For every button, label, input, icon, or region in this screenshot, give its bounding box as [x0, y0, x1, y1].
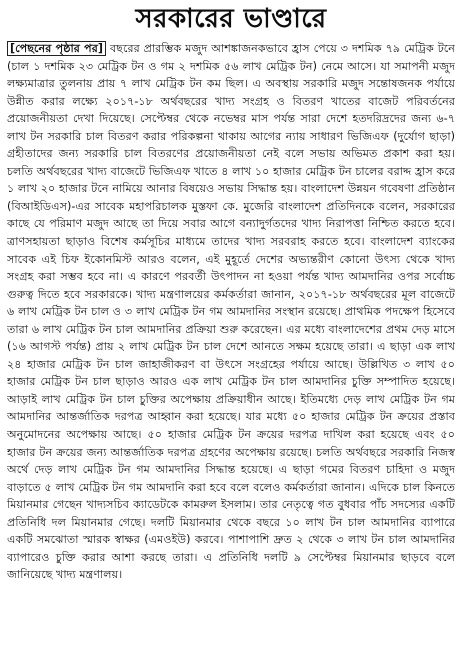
- continued-from-label: [পেছনের পৃষ্ঠার পর]: [7, 41, 106, 56]
- headline: সরকারের ভাণ্ডারে: [135, 4, 327, 34]
- article-body: [7, 40, 455, 660]
- article-text: বছরের প্রারম্ভিক মজুদ আশঙ্কাজনকভাবে হ্রাস পেয়ে ৩ দশমিক ৭৯ মেট্রিক টনে (চাল ১ দশমিক ২৩ মেট্রিক টন ও গম ২ দশমিক ৫৬ লাখ মেট্রিক টন) নেমে আসে। যা সমাপনী মজুদ লক্ষ্যমাত্রার তুলনায় প্রায় ৭ লাখ মেট্রিক টন কম ছিল। এ অবস্থায় সরকারি মজুদ সন্তোষজনক পর্যায়ে উন্নীত করার লক্ষ্যে ২০১৭-১৮ অর্থবছরের খাদ্য সংগ্রহ ও বিতরণ খাতের বাজেট পরিবর্তনের প্রয়োজনীয়তা দেখা দিয়েছে। সেপ্টেম্বর থেকে নভেম্বর মাস পর্যন্ত সারা দেশে হতদরিদ্রদের জন্য ৬-৭ লাখ টন সরকারি চাল বিতরণ করার পরিকল্পনা থাকায় আগের ন্যায় সাধারণ ভিজিএফ (দুর্যোগ ছাড়া) গ্রহীতাদের জন্য সরকারি চাল বিতরণের প্রয়োজনীয়তা নেই বলে সভায় অভিমত প্রকাশ করা হয়। চলতি অর্থবছরের খাদ্য বাজেটে ভিজিএফ খাতে ৪ লাখ ১০ হাজার মেট্রিক টন চালের বরাদ্দ হ্রাস করে ১ লাখ ২০ হাজার টনে নামিয়ে আনার বিষয়েও সভায় সিদ্ধান্ত হয়। বাংলাদেশ উন্নয়ন গবেষণা প্রতিষ্ঠান (বিআইডিএস)-এর সাবেক মহাপরিচালক মুস্তফা কে. মুজেরি বাংলাদেশ প্রতিদিনকে বলেন, সরকারের কাছে যে পরিমাণ মজুদ আছে তা দিয়ে সবার আগে বন্যাদুর্গতদের খাদ্য নিরাপত্তা নিশ্চিত করতে হবে। ত্রাণসহায়তা ছাড়াও বিশেষ কর্মসূচির মাধ্যমে তাদের খাদ্য সরবরাহ করতে হবে। বাংলাদেশ ব্যাংকের সাবেক এই চিফ ইকোনমিস্ট আরও বলেন, এই মুহূর্তে দেশের অভ্যন্তরীণ কোনো উৎস্য থেকে খাদ্য সংগ্রহ করা সম্ভব হবে না। এ কারণে পরবর্তী উৎপাদন না হওয়া পর্যন্ত খাদ্য আমদানির ওপর সর্বোচ্চ গুরুত্ব দিতে হবে সরকারকে। খাদ্য মন্ত্রণালয়ের কর্মকর্তারা জানান, ২০১৭-১৮ অর্থবছরের মূল বাজেটে ৬ লাখ মেট্রিক টন চাল ও ৩ লাখ মেট্রিক টন গম আমদানির সংস্থান রয়েছে। প্রাথমিক পদক্ষেপ হিসেবে তারা ৬ লাখ মেট্রিক টন চাল আমদানির প্রক্রিয়া শুরু করেছেন। এর মধ্যে বাংলাদেশের প্রথম দেড় মাসে (১৬ আগস্ট পর্যন্ত) প্রায় ২ লাখ মেট্রিক টন চাল দেশে আনতে সক্ষম হয়েছে তারা। এ ছাড়া এক লাখ ২৪ হাজার মেট্রিক টন চাল জাহাজীকরণ বা উৎসে সংগ্রহের পর্যায়ে আছে। উল্লিখিত ৩ লাখ ৫০ হাজার মেট্রিক টন চাল ছাড়াও আরও এক লাখ মেট্রিক টন চাল আমদানির চুক্তি সম্পাদিত হয়েছে। আড়াই লাখ মেট্রিক টন চাল চুক্তির অপেক্ষায় প্রক্রিয়াধীন আছে। ইতিমধ্যে দেড় লাখ মেট্রিক টন গম আমদানির আন্তর্জাতিক দরপত্র আহ্বান করা হয়েছে। যার মধ্যে ৫০ হাজার মেট্রিক টন ক্রয়ের প্রস্তাব অনুমোদনের অপেক্ষায় আছে। ৫০ হাজার মেট্রিক টন ক্রয়ের দরপত্র দাখিল করা হয়েছে এবং ৫০ হাজার টন ক্রয়ের জন্য আন্তর্জাতিক দরপত্র গ্রহণের অপেক্ষায় রয়েছে। চলতি অর্থবছরে সরকারি নিজস্ব অর্থে দেড় লাখ মেট্রিক টন গম আমদানির সিদ্ধান্ত হয়েছে। এ ছাড়া গমের বিতরণ চাহিদা ও মজুদ বাড়াতে ৫ লাখ মেট্রিক টন গম আমদানি করা হবে বলে বলেও কর্মকর্তারা জানান। এদিকে চাল কিনতে মিয়ানমার গেছেন খাদ্যসচিব ক্যাডেটকে কামরুল ইসলাম। তার নেতৃত্বে গত বুধবার পাঁচ সদস্যের একটি প্রতিনিধি দল মিয়ানমার গেছে। দলটি মিয়ানমার থেকে বছরে ১০ লাখ টন চাল আমদানির ব্যাপারে একটি সমঝোতা স্মারক স্বাক্ষর (এমওইউ) করবে। পাশাপাশি দ্রুত ২ থেকে ৩ লাখ টন চাল আমদানির ব্যাপারেও চুক্তি করার আশা করছে তারা। এ প্রতিনিধি দলটি ৯ সেপ্টেম্বর মিয়ানমার ছাড়বে বলে জানিয়েছে খাদ্য মন্ত্রণালয়।: [7, 42, 455, 582]
